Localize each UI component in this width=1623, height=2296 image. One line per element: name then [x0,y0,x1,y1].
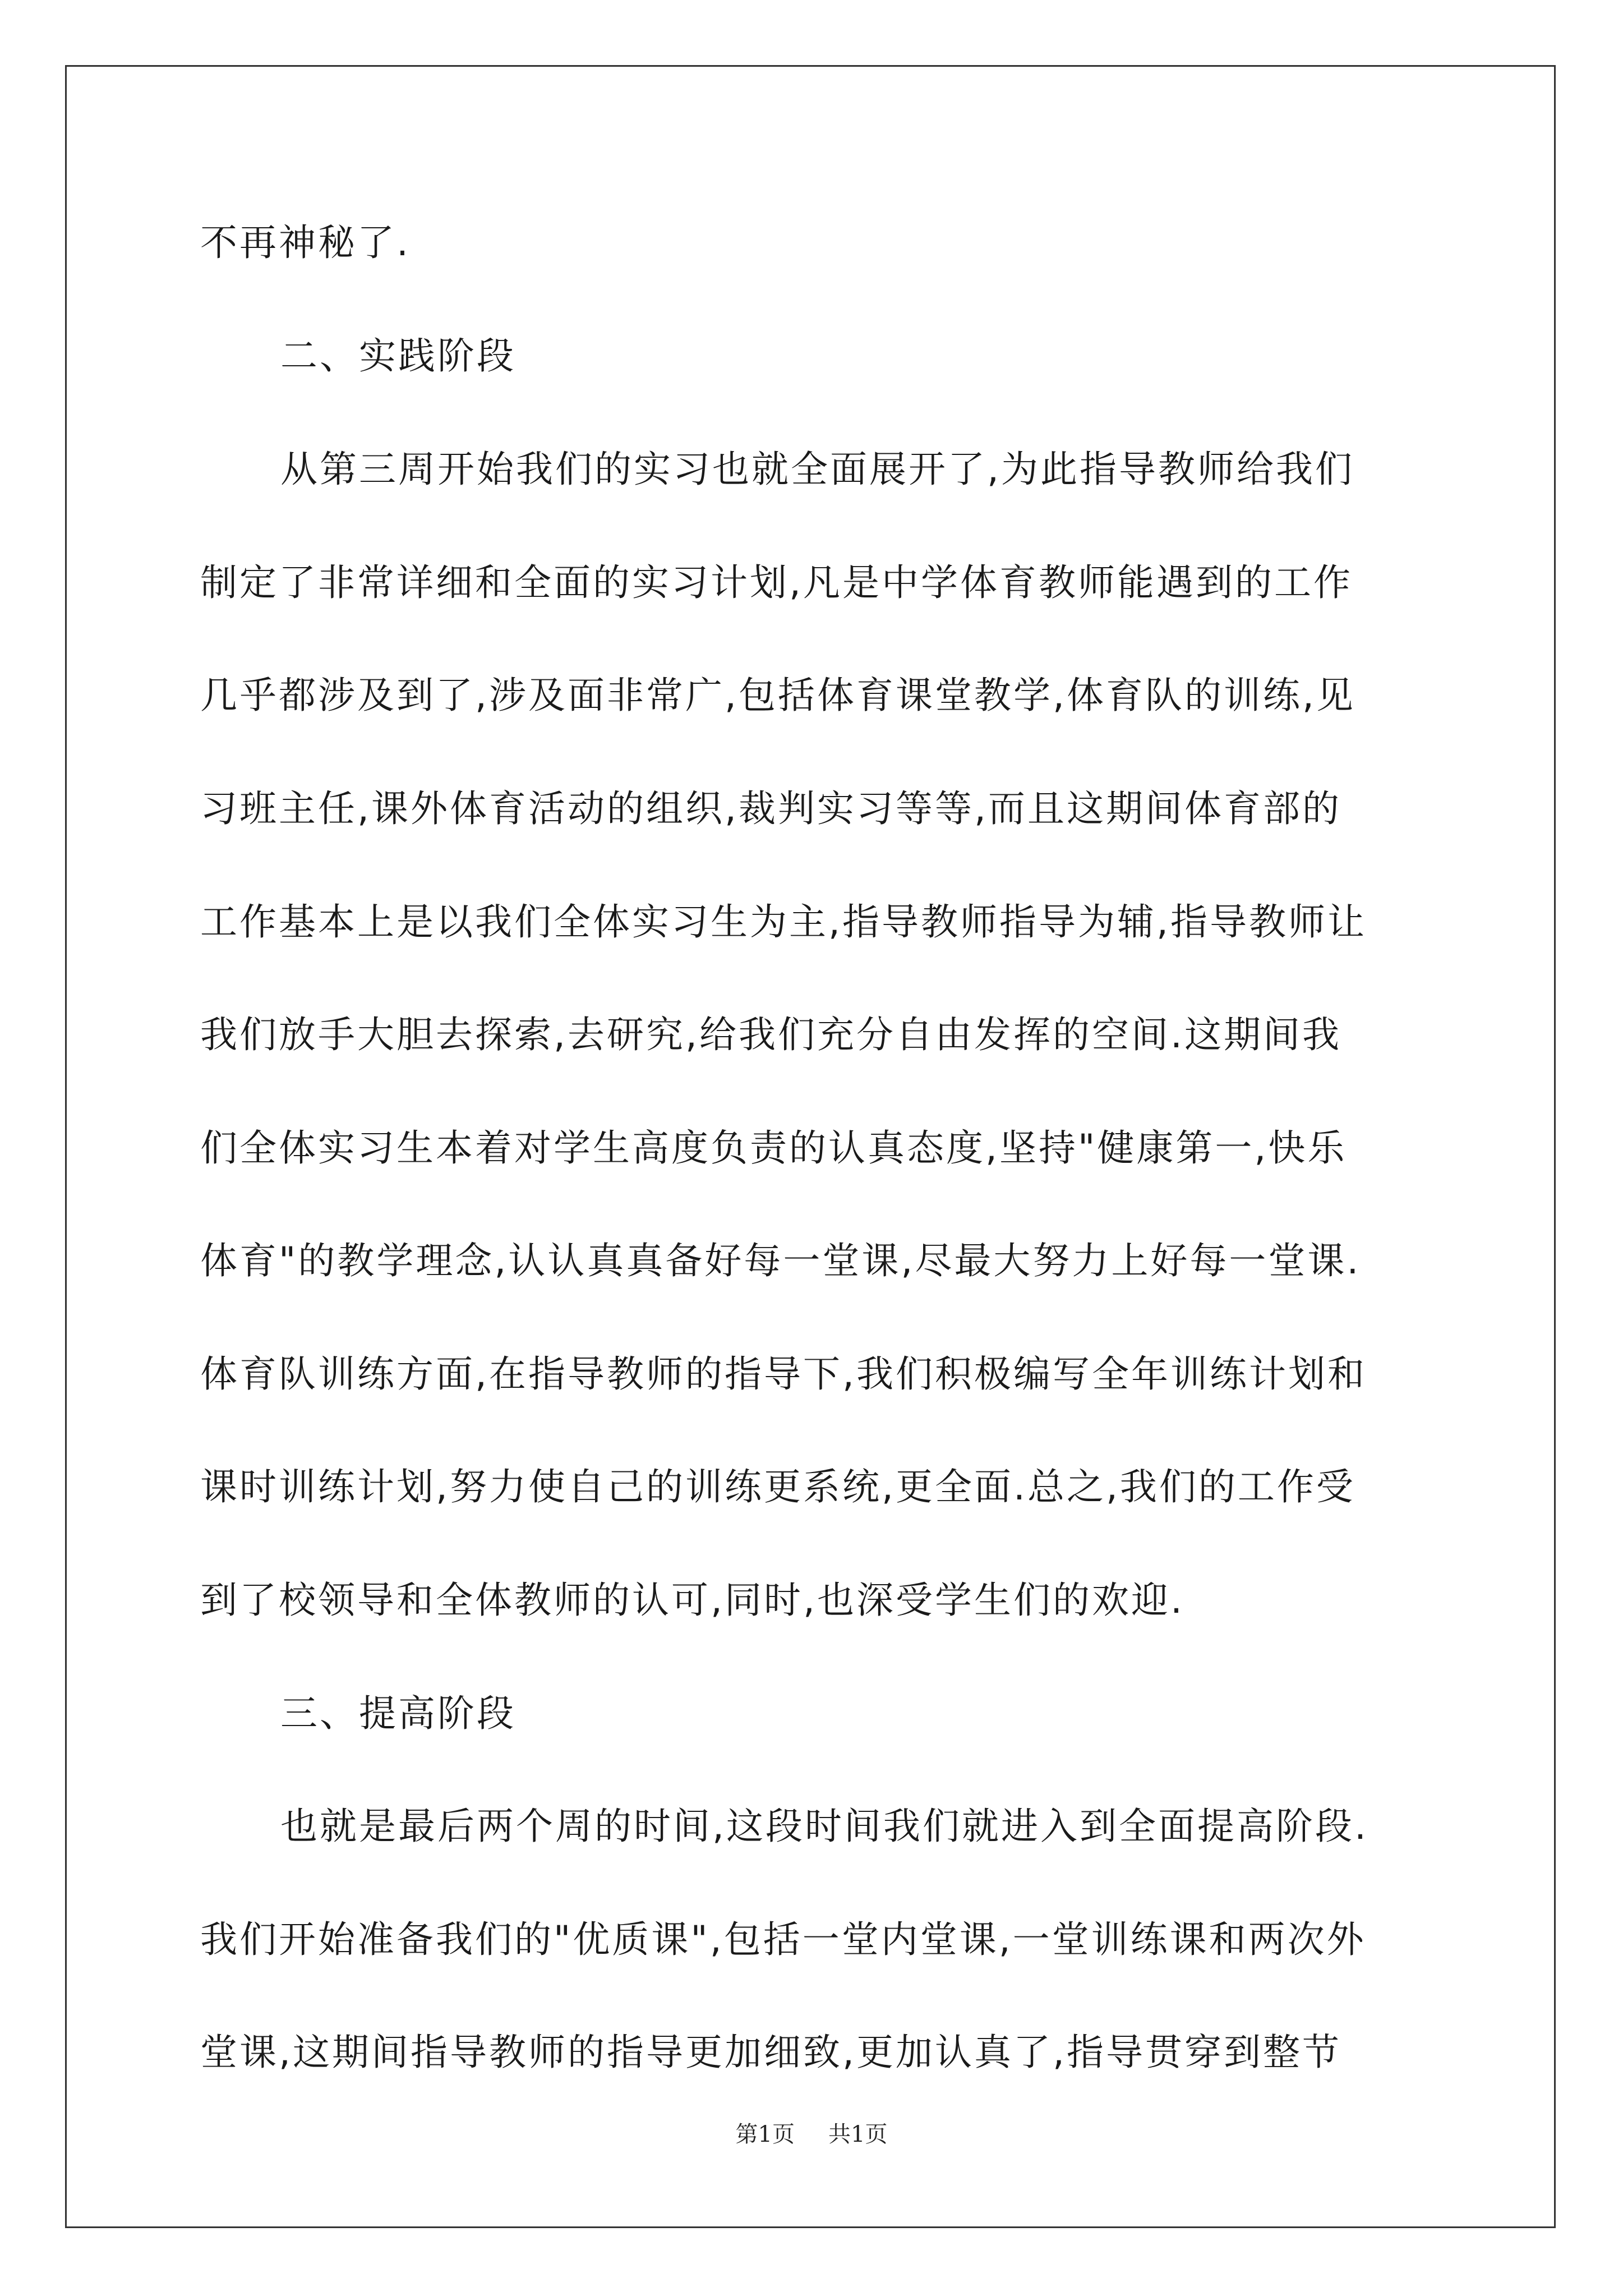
page-number: 第1页 [735,2122,795,2147]
paragraph-line: 也就是最后两个周的时间,这段时间我们就进入到全面提高阶段. [280,1805,1368,1848]
paragraph-line: 体育"的教学理念,认认真真备好每一堂课,尽最大努力上好每一堂课. [200,1239,1361,1282]
paragraph-line: 堂课,这期间指导教师的指导更加细致,更加认真了,指导贯穿到整节 [200,2031,1341,2074]
paragraph-line: 制定了非常详细和全面的实习计划,凡是中学体育教师能遇到的工作 [200,561,1353,604]
paragraph-line: 工作基本上是以我们全体实习生为主,指导教师指导为辅,指导教师让 [200,900,1367,944]
paragraph-line: 不再神秘了. [200,221,411,264]
paragraph-line: 们全体实习生本着对学生高度负责的认真态度,坚持"健康第一,快乐 [200,1126,1347,1170]
paragraph-line: 到了校领导和全体教师的认可,同时,也深受学生们的欢迎. [200,1579,1184,1622]
paragraph-line: 几乎都涉及到了,涉及面非常广,包括体育课堂教学,体育队的训练,见 [200,674,1355,717]
paragraph-line: 体育队训练方面,在指导教师的指导下,我们积极编写全年训练计划和 [200,1352,1367,1396]
paragraph-line: 课时训练计划,努力使自己的训练更系统,更全面.总之,我们的工作受 [200,1465,1355,1508]
section-heading: 三、提高阶段 [280,1692,516,1735]
paragraph-line: 习班主任,课外体育活动的组织,裁判实习等等,而且这期间体育部的 [200,787,1341,830]
page-total: 共1页 [828,2122,888,2147]
paragraph-line: 我们开始准备我们的"优质课",包括一堂内堂课,一堂训练课和两次外 [200,1918,1366,1961]
paragraph-line: 从第三周开始我们的实习也就全面展开了,为此指导教师给我们 [280,448,1354,491]
section-heading: 二、实践阶段 [280,334,516,378]
page-footer [0,2120,1623,2148]
paragraph-line: 我们放手大胆去探索,去研究,给我们充分自由发挥的空间.这期间我 [200,1013,1341,1056]
